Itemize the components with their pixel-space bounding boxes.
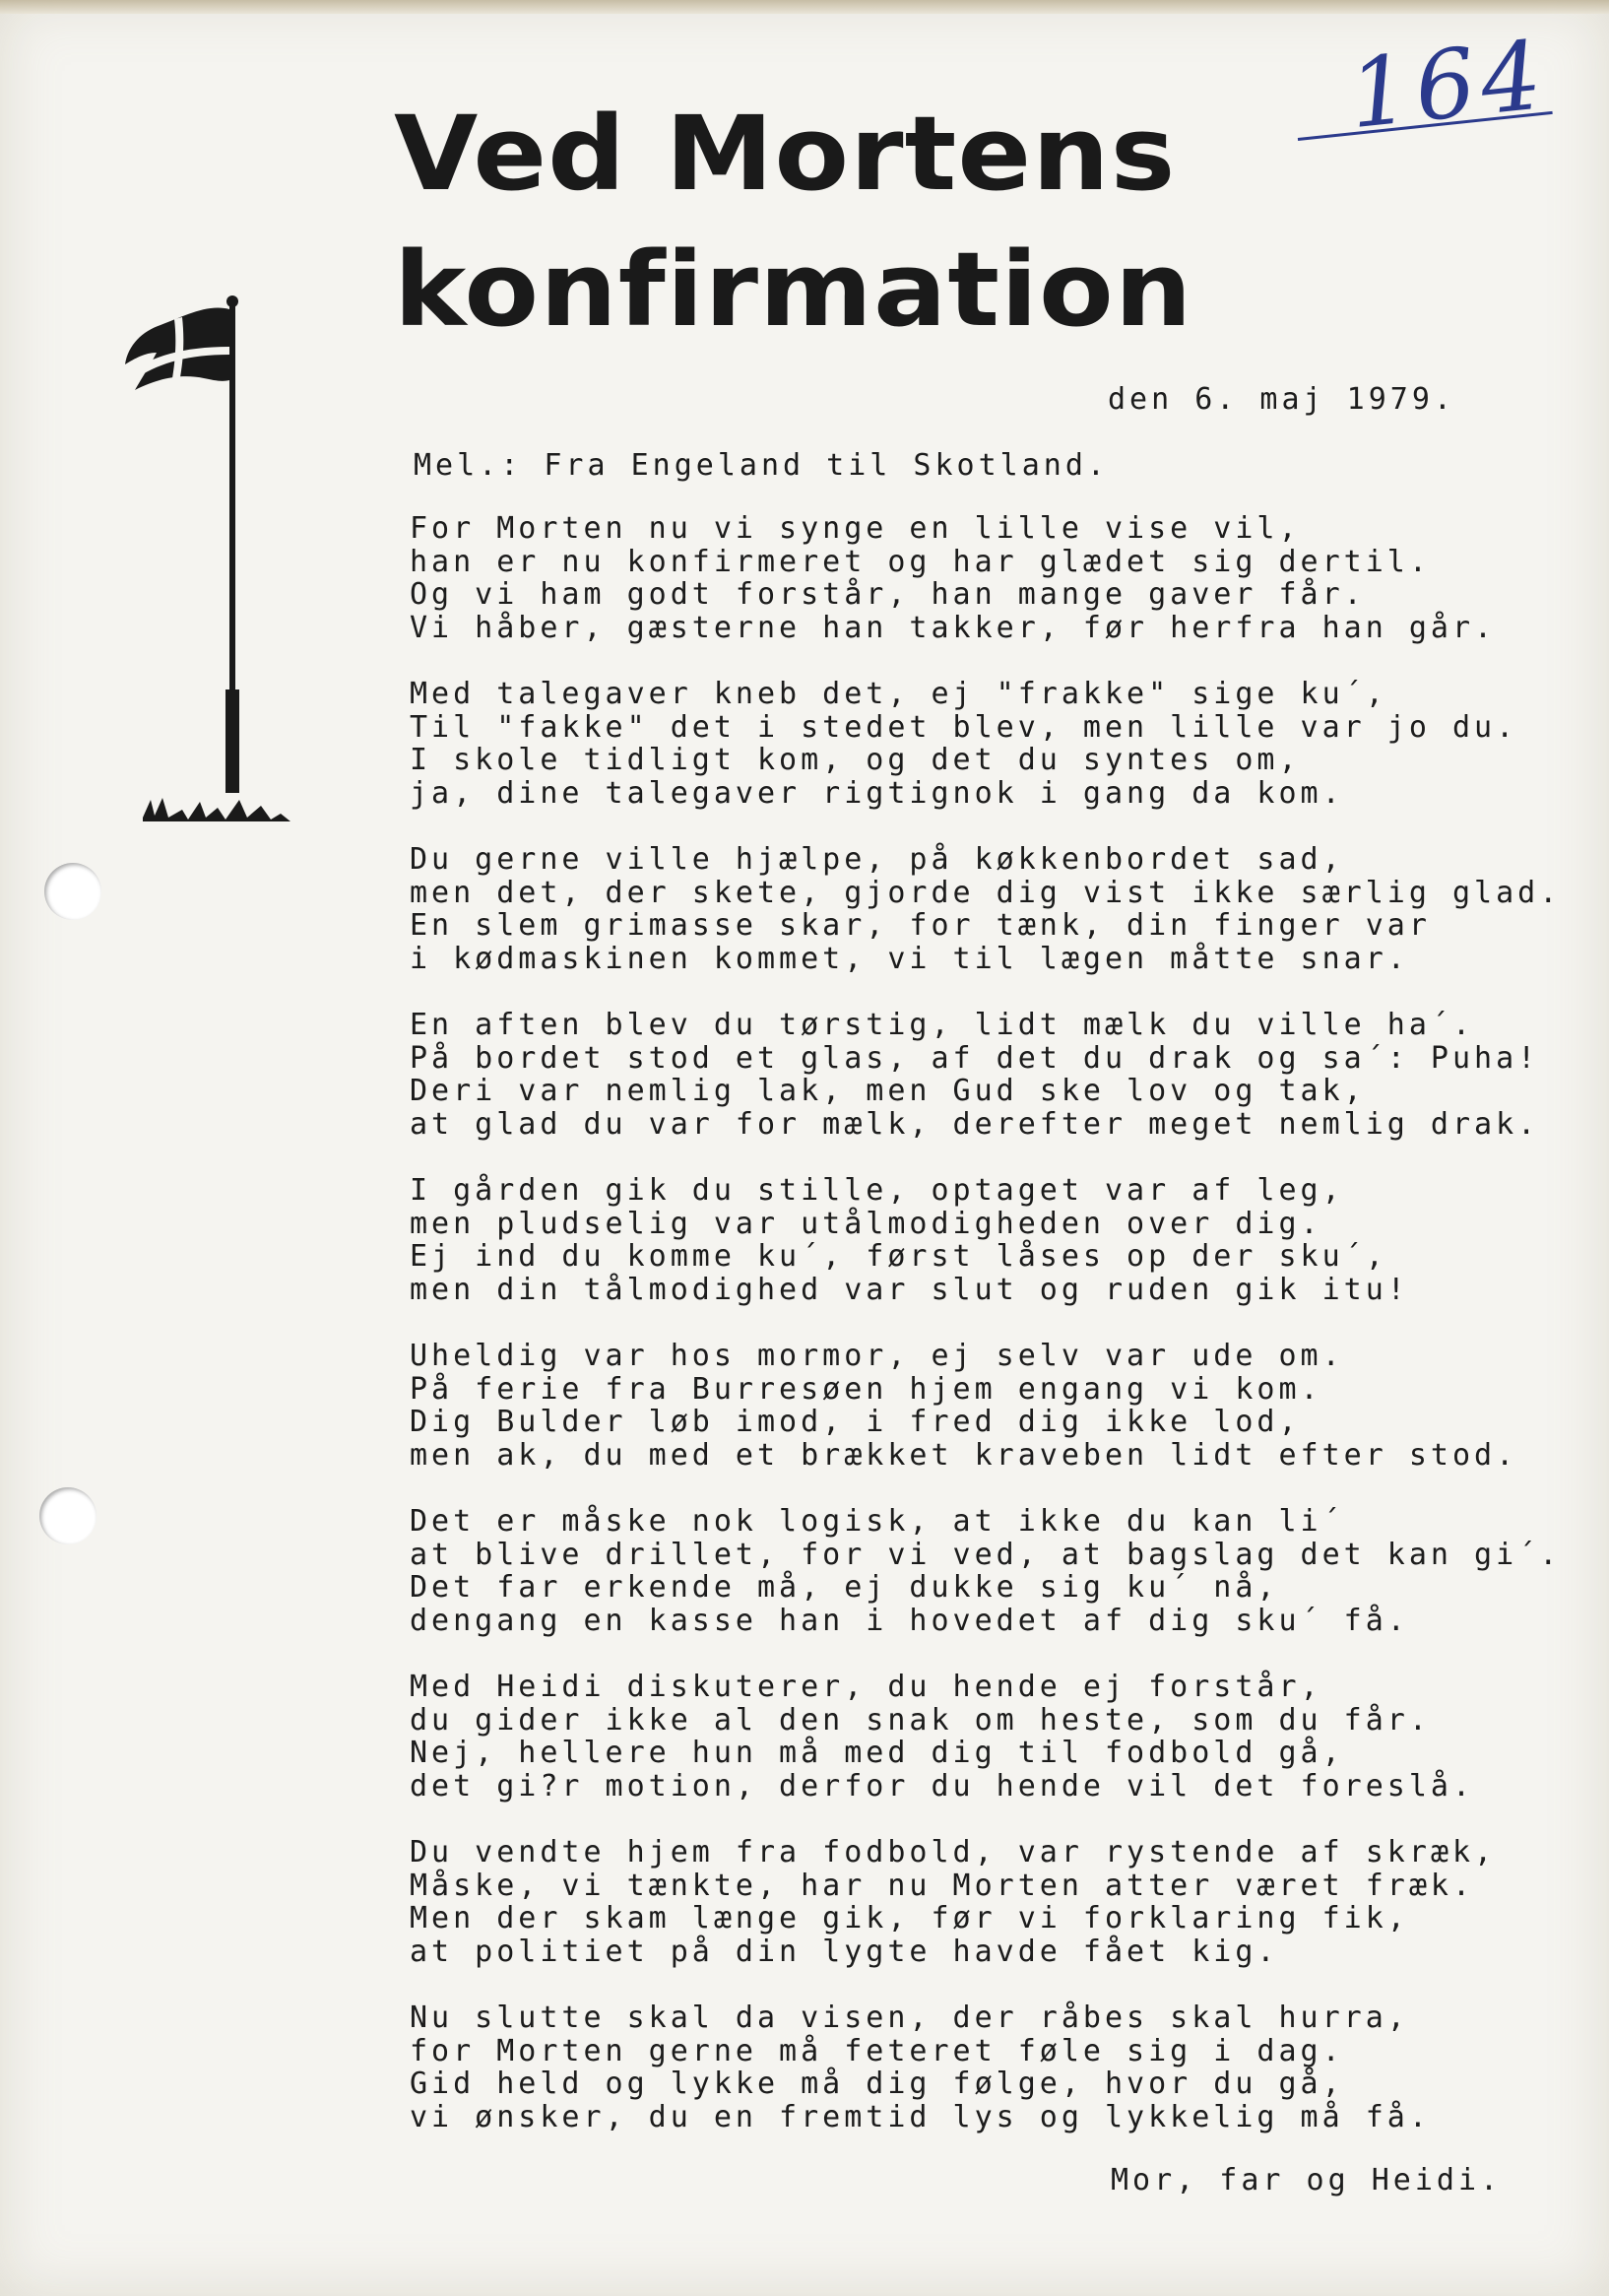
verse-line: for Morten gerne må feteret føle sig i dag. (410, 2033, 1344, 2068)
verse-line: Med talegaver kneb det, ej "frakke" sige ku´, (410, 677, 1387, 711)
verse-line: Det er måske nok logisk, at ikke du kan li´ (410, 1504, 1344, 1539)
verse-line: Nej, hellere hun må med dig til fodbold gå, (410, 1736, 1344, 1770)
verse-line: Men der skam længe gik, før vi forklaring fik, (410, 1901, 1409, 1935)
verse (410, 678, 1532, 810)
verse-line: Det far erkende må, ej dukke sig ku´ nå, (410, 1570, 1279, 1605)
verse-line: men det, der skete, gjorde dig vist ikke særlig glad. (410, 875, 1562, 910)
verse-line: På ferie fra Burresøen hjem engang vi kom. (410, 1371, 1322, 1407)
verse (410, 2001, 1532, 2133)
verse (410, 1340, 1532, 1472)
verse (410, 1671, 1532, 1803)
signature: Mor, far og Heidi. (1111, 2163, 1503, 2198)
verse-line: at politiet på din lygte havde fået kig. (410, 1934, 1279, 1969)
verse-line: Til "fakke" det i stedet blev, men lille var jo du. (410, 709, 1518, 745)
danish-flag-illustration (123, 295, 295, 827)
verse-line: Måske, vi tænkte, har nu Morten atter været fræk. (410, 1868, 1475, 1903)
grass-tufts (143, 798, 290, 821)
verse-line: Ej ind du komme ku´, først låses op der sku´, (410, 1239, 1387, 1274)
verse-line: men din tålmodighed var slut og ruden gik itu! (410, 1272, 1409, 1307)
title-line-1: Ved Mortens (394, 94, 1177, 214)
verse-line: dengang en kasse han i hovedet af dig sku´ få. (410, 1603, 1409, 1638)
verse (410, 1008, 1540, 1142)
verse-line: at blive drillet, for vi ved, at bagslag det kan gi´. (410, 1537, 1562, 1572)
verse-line: For Morten nu vi synge en lille vise vil, (410, 511, 1301, 546)
handwritten-page-number: 164 (1343, 19, 1553, 151)
verse (410, 1174, 1532, 1306)
verse-line: Du vendte hjem fra fodbold, var rystende af skræk, (410, 1835, 1497, 1870)
melody-reference: Mel.: Fra Engeland til Skotland. (414, 448, 1109, 483)
verse-line: En slem grimasse skar, for tænk, din finger var (410, 908, 1431, 943)
verse-line: I gården gik du stille, optaget var af leg, (410, 1173, 1344, 1208)
song-verses (410, 511, 1562, 2167)
verse-line: det gi?r motion, derfor du hende vil det foreslå. (410, 1768, 1475, 1804)
punch-hole-lower (39, 1487, 97, 1544)
paper-top-edge (0, 0, 1609, 14)
verse (410, 1836, 1532, 1968)
document-date: den 6. maj 1979. (1108, 382, 1455, 417)
verse-line: Deri var nemlig lak, men Gud ske lov og tak, (410, 1074, 1366, 1108)
verse-line: I skole tidligt kom, og det du syntes om, (410, 743, 1301, 777)
verse (410, 1504, 1562, 1638)
verse (410, 842, 1562, 976)
verse-line: vi ønsker, du en fremtid lys og lykkelig må få. (410, 2099, 1431, 2134)
verse-line: Dig Bulder løb imod, i fred dig ikke lod, (410, 1405, 1301, 1439)
verse-line: Vi håber, gæsterne han takker, før herfra han går. (410, 610, 1497, 645)
verse-line: Du gerne ville hjælpe, på køkkenbordet sad, (410, 842, 1344, 877)
flag-pole-base (225, 689, 239, 793)
verse-line: En aften blev du tørstig, lidt mælk du ville ha´. (410, 1008, 1475, 1042)
title-line-2: konfirmation (394, 230, 1193, 350)
verse (410, 512, 1532, 644)
document-title (394, 94, 1192, 350)
verse-line: at glad du var for mælk, derefter meget nemlig drak. (410, 1106, 1540, 1142)
verse-line: men ak, du med et brækket kraveben lidt efter stod. (410, 1437, 1518, 1473)
verse-line: Gid held og lykke må dig følge, hvor du gå, (410, 2066, 1344, 2101)
verse-line: i kødmaskinen kommet, vi til lægen måtte snar. (410, 941, 1409, 976)
verse-line: Uheldig var hos mormor, ej selv var ude om. (410, 1339, 1344, 1373)
punch-hole-upper (44, 863, 101, 920)
verse-line: men pludselig var utålmodigheden over dig. (410, 1206, 1322, 1241)
verse-line: ja, dine talegaver rigtignok i gang da kom. (410, 775, 1344, 811)
flag-pole-knob (226, 295, 238, 307)
verse-line: han er nu konfirmeret og har glædet sig dertil. (410, 544, 1431, 579)
verse-line: Og vi ham godt forstår, han mange gaver får. (410, 577, 1366, 612)
verse-line: du gider ikke al den snak om heste, som du får. (410, 1702, 1431, 1738)
verse-line: På bordet stod et glas, af det du drak og sa´: Puha! (410, 1040, 1540, 1076)
verse-line: Nu slutte skal da visen, der råbes skal hurra, (410, 2001, 1409, 2035)
verse-line: Med Heidi diskuterer, du hende ej forstår, (410, 1670, 1322, 1704)
